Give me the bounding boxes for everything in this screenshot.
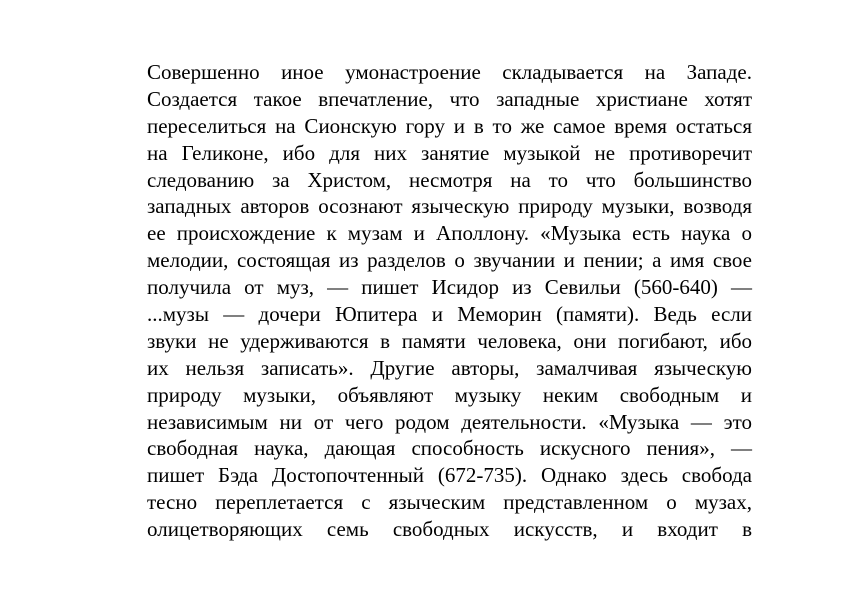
text-line: мелодии, состоящая из разделов о звучании и пении; а имя свое [147,248,752,273]
text-line: ее происхождение к музам и Аполлону. «Музыка есть наука о [147,221,752,246]
text-line: переселиться на Сионскую гору и в то же самое время остаться [147,113,752,138]
text-line: получила от муз, — пишет Исидор из Севильи (560-640) — [147,275,752,300]
text-line: ...музы — дочери Юпитера и Меморин (памяти). Ведь если [147,302,752,327]
text-line: следованию за Христом, несмотря на то что большинство [147,167,752,192]
text-line: звуки не удерживаются в памяти человека, они погибают, ибо [147,328,752,353]
text-line: пишет Бэда Достопочтенный (672-735). Однако здесь свобода [147,463,752,488]
text-line: Совершенно иное умонастроение складывается на Западе. [147,60,752,84]
text-line: свободная наука, дающая способность искусного пения», — [147,436,752,461]
text-line: независимым ни от чего родом деятельности. «Музыка — это [147,409,752,434]
text-line: Создается такое впечатление, что западные христиане хотят [147,86,752,111]
text-line: олицетворяющих семь свободных искусств, и входит в [147,517,752,542]
text-line: природу музыки, объявляют музыку неким свободным и [147,382,752,407]
body-text [147,59,752,543]
text-line: западных авторов осознают языческую природу музыки, возводя [147,194,752,219]
text-line: их нельзя записать». Другие авторы, замалчивая языческую [147,355,752,380]
text-line: тесно переплетается с языческим представленном о музах, [147,490,752,515]
text-line: на Геликоне, ибо для них занятие музыкой не противоречит [147,140,752,165]
